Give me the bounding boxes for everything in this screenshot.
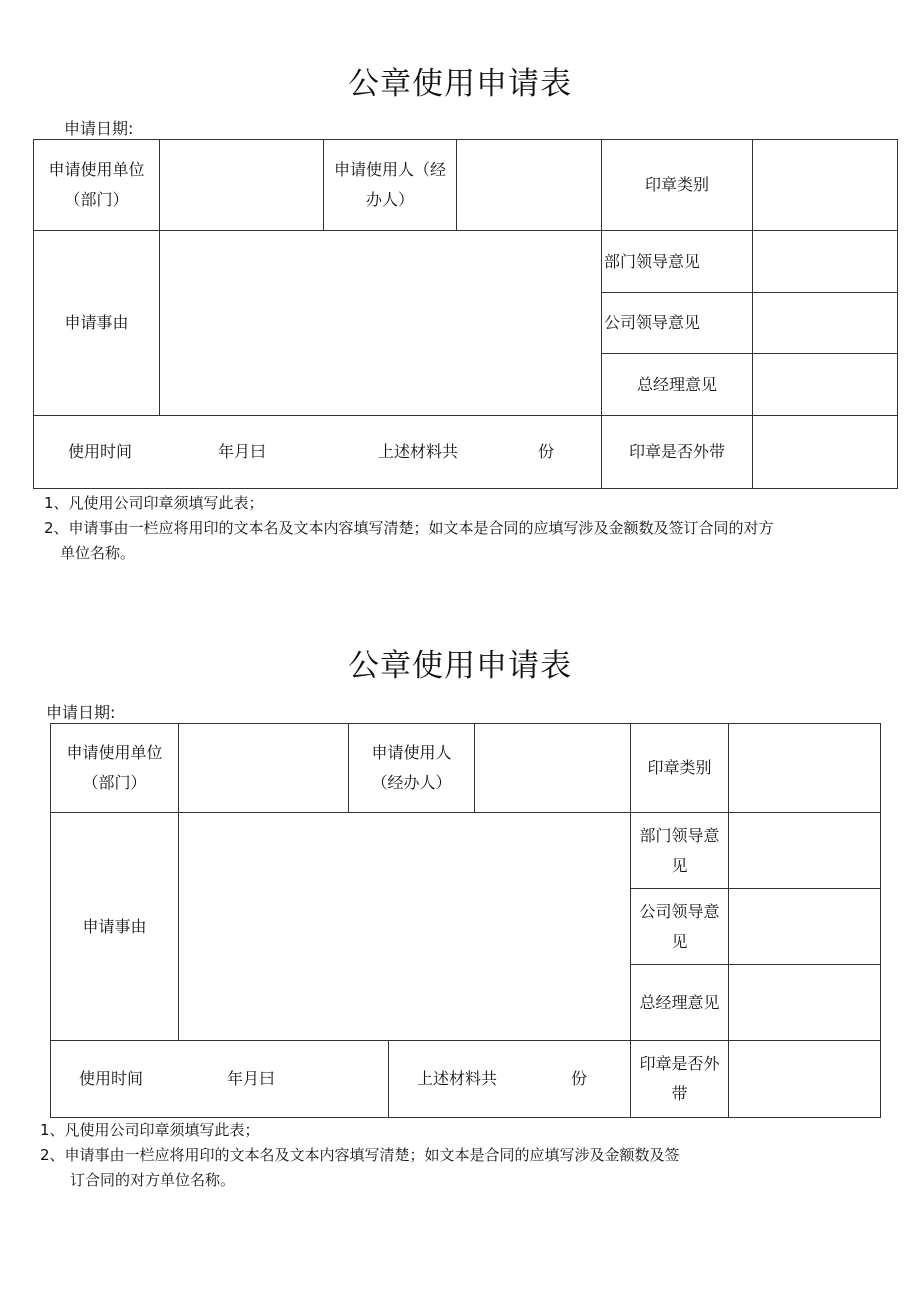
form-2-note-2: 2、申请事由一栏应将用印的文本名及文本内容填写清楚；如文本是合同的应填写涉及金额数及签: [40, 1146, 680, 1164]
form-2-user-label: 申请使用人 （经办人）: [349, 724, 475, 813]
form-1-reason-input[interactable]: [160, 231, 602, 416]
form-2-date-label: 申请日期:: [46, 703, 116, 722]
form-2-company-opinion-input[interactable]: [729, 889, 881, 965]
form-1-table: [33, 139, 898, 489]
form-1-date-label: 申请日期:: [64, 119, 134, 138]
form-2-reason-input[interactable]: [179, 813, 631, 1041]
form-2-date-units[interactable]: 年月曰: [227, 1069, 276, 1088]
form-2-seal-out-input[interactable]: [729, 1041, 881, 1118]
form-1-materials-label: 上述材料共: [378, 442, 459, 461]
form-2-copies-unit[interactable]: 份: [571, 1069, 588, 1088]
form-2-dept-opinion-input[interactable]: [729, 813, 881, 889]
form-1-seal-out-label: 印章是否外带: [602, 416, 753, 489]
form-2-note-1: 1、凡使用公司印章须填写此表；: [40, 1121, 260, 1139]
form-2-reason-label: 申请事由: [51, 813, 179, 1041]
form-1-note-1: 1、凡使用公司印章须填写此表；: [44, 494, 264, 512]
form-1-note-3: 单位名称。: [60, 544, 136, 562]
form-1-user-label: 申请使用人（经 办人）: [324, 140, 457, 231]
form-1-usage-row: [34, 416, 602, 489]
form-1-title: 公章使用申请表: [348, 66, 572, 102]
form-1-seal-type-input[interactable]: [753, 140, 898, 231]
form-1-reason-label: 申请事由: [34, 231, 160, 416]
form-2-title: 公章使用申请表: [348, 648, 572, 684]
form-2-materials-label: 上述材料共: [417, 1069, 498, 1088]
form-1-dept-opinion-label: 部门领导意见: [602, 231, 753, 293]
form-2-user-input[interactable]: [475, 724, 631, 813]
form-2-use-time-label: 使用时间: [79, 1069, 144, 1088]
form-2-gm-opinion-input[interactable]: [729, 965, 881, 1041]
form-1-dept-opinion-input[interactable]: [753, 231, 898, 293]
form-2-use-time-cell: [51, 1041, 389, 1118]
form-1-company-opinion-input[interactable]: [753, 293, 898, 354]
form-2-note-3: 订合同的对方单位名称。: [70, 1171, 236, 1189]
form-1-date-units[interactable]: 年月曰: [218, 442, 267, 461]
form-2-table: [50, 723, 881, 1118]
form-2-materials-cell: [389, 1041, 631, 1118]
form-1-company-opinion-label: 公司领导意见: [602, 293, 753, 354]
form-1-seal-type-label: 印章类别: [602, 140, 753, 231]
form-2-notes: [40, 1118, 900, 1193]
form-2-unit-label: 申请使用单位 （部门）: [51, 724, 179, 813]
form-1-note-2: 2、申请事由一栏应将用印的文本名及文本内容填写清楚；如文本是合同的应填写涉及金额数及签订合同的对方: [44, 519, 774, 537]
form-1-copies-unit[interactable]: 份: [538, 442, 555, 461]
form-1-user-input[interactable]: [457, 140, 602, 231]
form-1-unit-input[interactable]: [160, 140, 324, 231]
form-1-unit-label: 申请使用单位 （部门）: [34, 140, 160, 231]
form-2-dept-opinion-label: 部门领导意 见: [631, 813, 729, 889]
form-1-use-time-label: 使用时间: [68, 442, 133, 461]
form-1-notes: [44, 491, 904, 566]
form-2-seal-out-label: 印章是否外 带: [631, 1041, 729, 1118]
form-2-seal-type-input[interactable]: [729, 724, 881, 813]
form-2-gm-opinion-label: 总经理意见: [631, 965, 729, 1041]
form-1-gm-opinion-input[interactable]: [753, 354, 898, 416]
form-1-gm-opinion-label: 总经理意见: [602, 354, 753, 416]
form-2-company-opinion-label: 公司领导意 见: [631, 889, 729, 965]
form-2-unit-input[interactable]: [179, 724, 349, 813]
form-2-seal-type-label: 印章类别: [631, 724, 729, 813]
form-1-seal-out-input[interactable]: [753, 416, 898, 489]
